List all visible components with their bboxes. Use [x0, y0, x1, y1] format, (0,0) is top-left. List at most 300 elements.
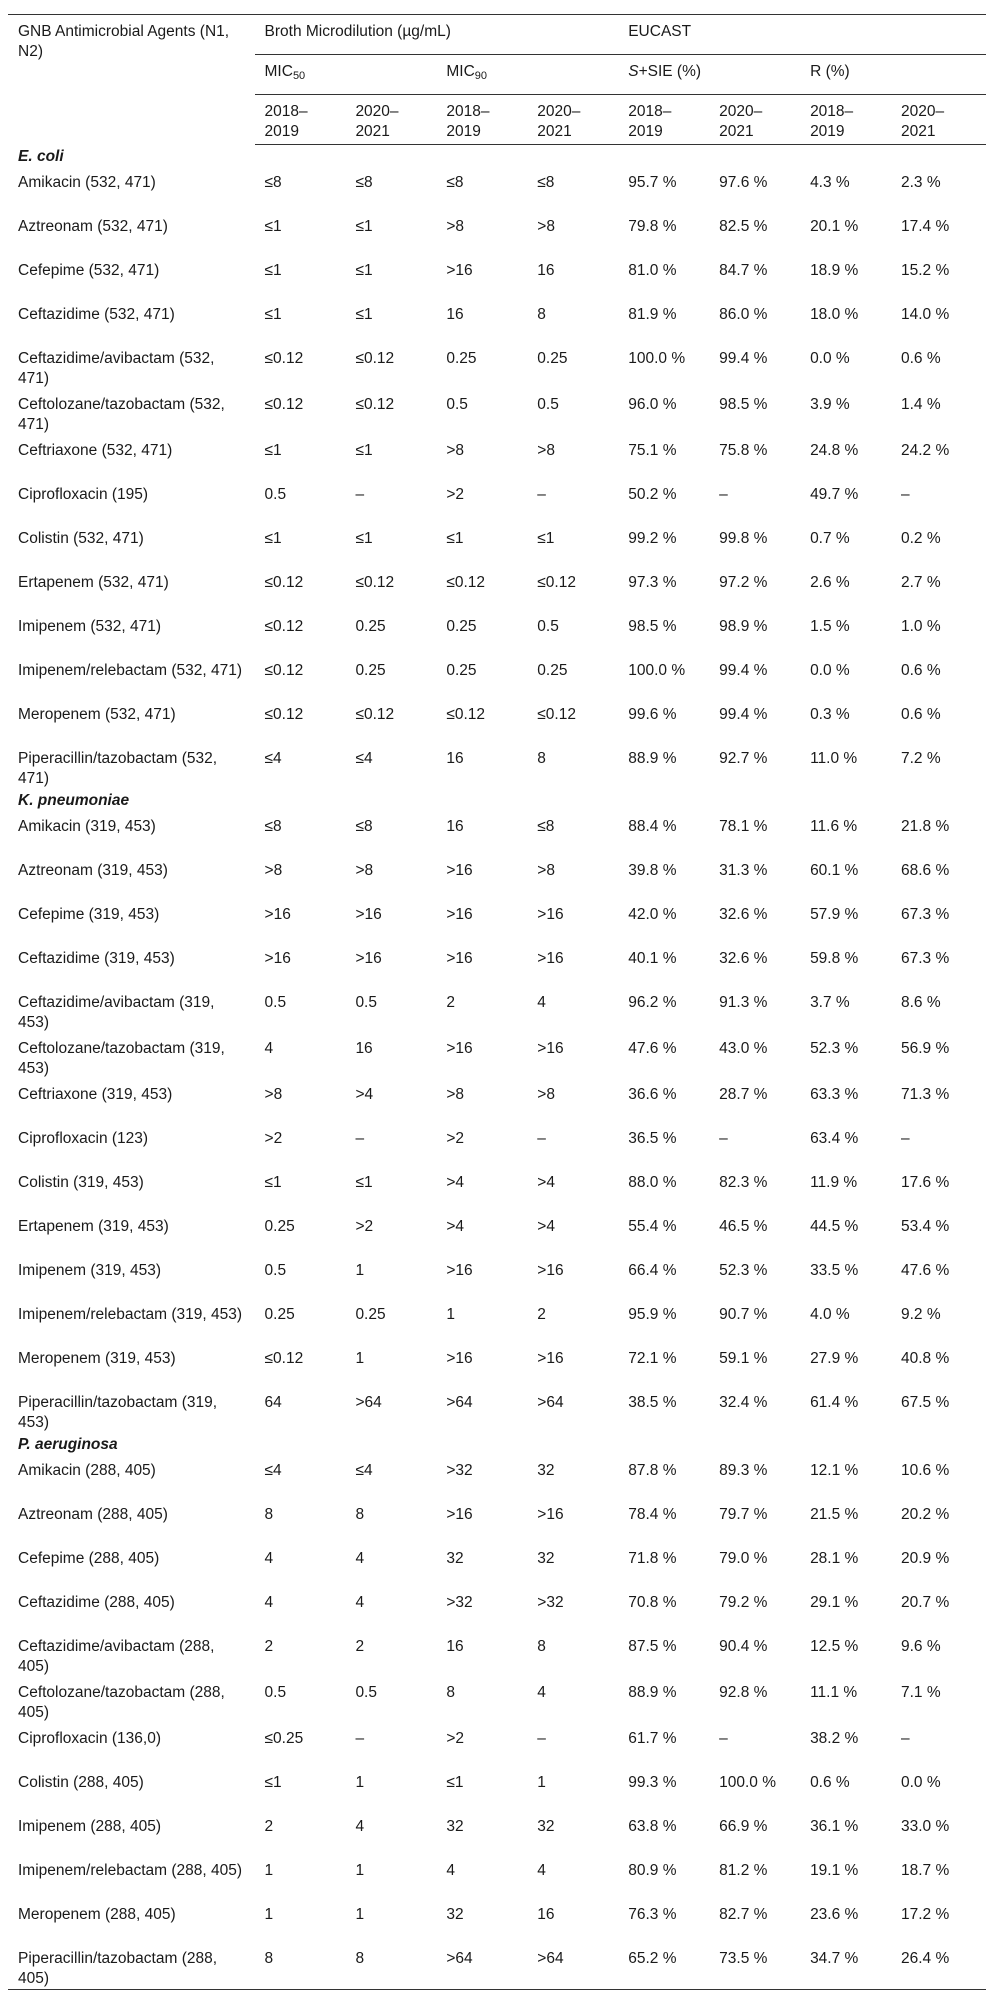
- value-cell: 3.7 %: [810, 994, 850, 1011]
- value-cell: 8.6 %: [900, 994, 941, 1011]
- agent-name-cell: Ceftazidime/avibactam (319, 453): [18, 994, 215, 1031]
- value-cell: >16: [537, 906, 564, 923]
- value-cell: 9.2 %: [900, 1306, 941, 1323]
- value-cell: 97.6 %: [719, 174, 768, 191]
- value-cell: 32: [537, 1550, 555, 1567]
- value-cell: 86.0 %: [719, 306, 768, 323]
- value-cell: 90.7 %: [719, 1306, 768, 1323]
- value-cell: >16: [446, 950, 473, 967]
- value-cell: 26.4 %: [891, 1943, 986, 1990]
- value-cell: 99.4 %: [719, 662, 768, 679]
- value-cell: 38.5 %: [628, 1394, 677, 1411]
- value-cell: 56.9 %: [900, 1040, 950, 1057]
- value-cell: 32: [537, 1462, 555, 1479]
- value-cell: 4: [264, 1594, 274, 1611]
- value-cell: 63.3 %: [810, 1086, 859, 1103]
- value-cell: 63.4 %: [810, 1130, 859, 1147]
- value-cell: >8: [446, 1086, 465, 1103]
- value-cell: –: [900, 486, 910, 503]
- value-cell: 17.2 %: [900, 1906, 950, 1923]
- value-cell: 79.7 %: [719, 1506, 768, 1523]
- value-cell: 2: [537, 1306, 546, 1323]
- value-cell: >16: [446, 906, 473, 923]
- agent-name-cell: Meropenem (319, 453): [18, 1350, 176, 1367]
- value-cell: ≤1: [355, 262, 373, 279]
- value-cell: 55.4 %: [628, 1218, 677, 1235]
- value-cell: >16: [264, 950, 291, 967]
- table-row: [8, 567, 986, 611]
- mic90-header: $MIC_{90}$: [436, 55, 618, 95]
- value-cell: 100.0 %: [719, 1774, 777, 1791]
- value-cell: ≤0.12: [264, 1350, 304, 1367]
- value-cell: –: [537, 1730, 546, 1747]
- agent-name-cell: Ertapenem (319, 453): [18, 1218, 169, 1235]
- value-cell: 1: [355, 1262, 365, 1279]
- value-cell: >16: [264, 906, 291, 923]
- agent-name-cell: Ceftriaxone (532, 471): [18, 442, 173, 459]
- value-cell: ≤1: [355, 442, 373, 459]
- value-cell: 2.7 %: [900, 574, 941, 591]
- value-cell: 72.1 %: [628, 1350, 677, 1367]
- table-header: [8, 15, 986, 145]
- value-cell: ≤1: [355, 306, 373, 323]
- value-cell: 0.5: [446, 396, 468, 413]
- value-cell: –: [537, 486, 546, 503]
- table-body: [8, 145, 986, 1990]
- value-cell: 18.7 %: [900, 1862, 950, 1879]
- table-row: [8, 167, 986, 211]
- value-cell: ≤0.12: [264, 706, 304, 723]
- value-cell: 67.3 %: [900, 950, 950, 967]
- value-cell: –: [719, 486, 728, 503]
- agent-name-cell: Imipenem/relebactam (532, 471): [18, 662, 243, 679]
- value-cell: 0.0 %: [900, 1774, 941, 1791]
- agent-name-cell: Ceftazidime (319, 453): [18, 950, 175, 967]
- value-cell: 39.8 %: [628, 862, 677, 879]
- agent-name-cell: Amikacin (288, 405): [18, 1462, 156, 1479]
- value-cell: 4: [537, 994, 546, 1011]
- value-cell: ≤8: [355, 174, 373, 191]
- value-cell: 92.7 %: [719, 750, 768, 767]
- value-cell: 11.0 %: [810, 750, 858, 767]
- value-cell: ≤4: [264, 750, 282, 767]
- value-cell: 82.7 %: [719, 1906, 768, 1923]
- value-cell: ≤0.12: [264, 350, 304, 367]
- value-cell: >16: [537, 1040, 564, 1057]
- value-cell: ≤0.12: [355, 396, 395, 413]
- value-cell: >16: [537, 950, 564, 967]
- value-cell: >8: [446, 218, 465, 235]
- agent-name-cell: Ceftolozane/tazobactam (288, 405): [18, 1684, 225, 1721]
- value-cell: 1.4 %: [900, 396, 941, 413]
- table-row: [8, 987, 986, 1033]
- value-cell: 4.0 %: [810, 1306, 850, 1323]
- value-cell: 8: [345, 1943, 436, 1990]
- value-cell: 20.7 %: [900, 1594, 950, 1611]
- agent-name-cell: Ceftazidime (288, 405): [18, 1594, 175, 1611]
- value-cell: 32: [537, 1818, 555, 1835]
- value-cell: 21.5 %: [810, 1506, 859, 1523]
- value-cell: 0.5: [537, 396, 559, 413]
- value-cell: ≤0.12: [264, 618, 304, 635]
- value-cell: 98.9 %: [719, 618, 768, 635]
- value-cell: 4.3 %: [810, 174, 850, 191]
- agent-name-cell: Amikacin (532, 471): [18, 174, 156, 191]
- value-cell: >16: [537, 1350, 564, 1367]
- agent-name-cell: Amikacin (319, 453): [18, 818, 156, 835]
- value-cell: ≤1: [446, 530, 464, 547]
- agent-name-cell: Cefepime (288, 405): [18, 1550, 160, 1567]
- value-cell: >2: [355, 1218, 374, 1235]
- value-cell: 16: [537, 262, 555, 279]
- value-cell: 99.4 %: [719, 350, 768, 367]
- value-cell: ≤8: [264, 174, 282, 191]
- agent-name-cell: Colistin (288, 405): [18, 1774, 144, 1791]
- value-cell: 1.5 %: [810, 618, 850, 635]
- value-cell: 8: [264, 1506, 274, 1523]
- table-row: [8, 523, 986, 567]
- organism-group-row: [8, 1433, 986, 1455]
- table-row: [8, 1899, 986, 1943]
- value-cell: 61.4 %: [810, 1394, 859, 1411]
- value-cell: 4: [355, 1818, 365, 1835]
- value-cell: >2: [264, 1130, 283, 1147]
- value-cell: ≤0.12: [446, 706, 486, 723]
- value-cell: 7.2 %: [900, 750, 941, 767]
- value-cell: 16: [355, 1040, 373, 1057]
- value-cell: >16: [446, 1262, 473, 1279]
- value-cell: ≤0.12: [355, 574, 395, 591]
- value-cell: >4: [446, 1174, 465, 1191]
- table-row: [8, 435, 986, 479]
- value-cell: ≤1: [446, 1774, 464, 1791]
- value-cell: 4: [537, 1684, 546, 1701]
- value-cell: 70.8 %: [628, 1594, 677, 1611]
- table-row: [8, 811, 986, 855]
- value-cell: 91.3 %: [719, 994, 768, 1011]
- table-row: [8, 1123, 986, 1167]
- agent-name-cell: Meropenem (532, 471): [18, 706, 176, 723]
- value-cell: 88.4 %: [628, 818, 677, 835]
- value-cell: 8: [446, 1684, 455, 1701]
- table-row: [8, 1723, 986, 1767]
- value-cell: 0.25: [264, 1218, 295, 1235]
- value-cell: 90.4 %: [719, 1638, 768, 1655]
- organism-group-row: [8, 789, 986, 811]
- value-cell: >2: [446, 486, 465, 503]
- organism-name: E. coli: [18, 148, 64, 165]
- value-cell: 88.9 %: [628, 1684, 677, 1701]
- table-row: [8, 611, 986, 655]
- value-cell: 82.3 %: [719, 1174, 768, 1191]
- value-cell: 66.9 %: [719, 1818, 768, 1835]
- table-row: [8, 699, 986, 743]
- value-cell: 87.8 %: [628, 1462, 677, 1479]
- value-cell: >8: [264, 1086, 283, 1103]
- value-cell: 60.1 %: [810, 862, 859, 879]
- value-cell: 0.6 %: [900, 350, 941, 367]
- value-cell: 66.4 %: [628, 1262, 677, 1279]
- value-cell: >16: [355, 906, 382, 923]
- value-cell: –: [900, 1130, 910, 1147]
- value-cell: 31.3 %: [719, 862, 768, 879]
- table-row: [8, 1677, 986, 1723]
- agent-name-cell: Imipenem/relebactam (319, 453): [18, 1306, 243, 1323]
- value-cell: 80.9 %: [628, 1862, 677, 1879]
- value-cell: 40.8 %: [900, 1350, 950, 1367]
- table-row: [8, 899, 986, 943]
- value-cell: 0.25: [446, 662, 477, 679]
- value-cell: 34.7 %: [800, 1943, 891, 1990]
- value-cell: ≤4: [355, 1462, 373, 1479]
- value-cell: 0.25: [537, 662, 568, 679]
- value-cell: 38.2 %: [810, 1730, 859, 1747]
- value-cell: 32: [446, 1550, 464, 1567]
- value-cell: 0.6 %: [900, 662, 941, 679]
- value-cell: 1: [446, 1306, 455, 1323]
- value-cell: ≤1: [355, 530, 373, 547]
- period-header: 2020–2021: [527, 95, 618, 145]
- value-cell: 11.9 %: [810, 1174, 858, 1191]
- value-cell: ≤1: [537, 530, 555, 547]
- value-cell: 0.25: [537, 350, 568, 367]
- value-cell: 79.0 %: [719, 1550, 768, 1567]
- value-cell: 81.9 %: [628, 306, 677, 323]
- value-cell: 97.3 %: [628, 574, 677, 591]
- value-cell: 0.5: [537, 618, 559, 635]
- value-cell: >4: [355, 1086, 374, 1103]
- value-cell: 76.3 %: [628, 1906, 677, 1923]
- value-cell: >8: [537, 218, 555, 235]
- value-cell: ≤8: [446, 174, 464, 191]
- value-cell: –: [355, 1730, 365, 1747]
- value-cell: 32.6 %: [719, 950, 768, 967]
- value-cell: ≤0.12: [537, 706, 576, 723]
- value-cell: ≤1: [264, 1174, 282, 1191]
- value-cell: 2: [446, 994, 455, 1011]
- value-cell: >64: [436, 1943, 527, 1990]
- table-row: [8, 479, 986, 523]
- organism-name: K. pneumoniae: [18, 792, 130, 809]
- table-row: [8, 299, 986, 343]
- agent-name-cell: Colistin (532, 471): [18, 530, 144, 547]
- value-cell: 4: [537, 1862, 546, 1879]
- value-cell: 20.2 %: [900, 1506, 950, 1523]
- value-cell: 73.5 %: [709, 1943, 800, 1990]
- value-cell: 0.6 %: [900, 706, 941, 723]
- value-cell: >16: [446, 1506, 473, 1523]
- value-cell: >64: [446, 1394, 473, 1411]
- value-cell: 27.9 %: [810, 1350, 859, 1367]
- value-cell: 57.9 %: [810, 906, 859, 923]
- value-cell: 12.1 %: [810, 1462, 859, 1479]
- value-cell: ≤0.12: [537, 574, 576, 591]
- value-cell: ≤0.12: [355, 706, 395, 723]
- value-cell: 21.8 %: [900, 818, 950, 835]
- value-cell: 96.0 %: [628, 396, 677, 413]
- value-cell: 1: [537, 1774, 546, 1791]
- value-cell: 0.25: [355, 618, 386, 635]
- value-cell: 18.0 %: [810, 306, 859, 323]
- agent-name-cell: Ciprofloxacin (195): [18, 486, 149, 503]
- value-cell: 8: [355, 1506, 365, 1523]
- value-cell: –: [355, 1130, 365, 1147]
- value-cell: 87.5 %: [628, 1638, 677, 1655]
- agent-name-cell: Ceftriaxone (319, 453): [18, 1086, 173, 1103]
- table-row: [8, 1299, 986, 1343]
- table-row: [8, 1033, 986, 1079]
- broth-microdilution-header: Broth Microdilution (µg/mL): [255, 15, 619, 55]
- value-cell: 24.2 %: [900, 442, 950, 459]
- agent-name-cell: Ceftolozane/tazobactam (319, 453): [18, 1040, 225, 1077]
- agent-name-cell: Ciprofloxacin (123): [18, 1130, 149, 1147]
- value-cell: 3.9 %: [810, 396, 850, 413]
- value-cell: ≤8: [537, 818, 555, 835]
- value-cell: ≤4: [355, 750, 373, 767]
- value-cell: 28.1 %: [810, 1550, 859, 1567]
- value-cell: >8: [537, 442, 555, 459]
- susceptibility-table: [8, 14, 986, 1990]
- value-cell: 14.0 %: [900, 306, 950, 323]
- period-header: 2018–2019: [255, 95, 346, 145]
- table-row: [8, 1767, 986, 1811]
- value-cell: >4: [537, 1174, 555, 1191]
- value-cell: >8: [446, 442, 465, 459]
- value-cell: ≤1: [264, 218, 282, 235]
- table-row: [8, 1343, 986, 1387]
- value-cell: 28.7 %: [719, 1086, 768, 1103]
- value-cell: 43.0 %: [719, 1040, 768, 1057]
- agent-name-cell: Aztreonam (532, 471): [18, 218, 168, 235]
- value-cell: 0.0 %: [810, 350, 850, 367]
- value-cell: 32: [446, 1906, 464, 1923]
- agent-name-cell: Aztreonam (319, 453): [18, 862, 168, 879]
- value-cell: ≤0.12: [264, 396, 304, 413]
- value-cell: 1: [264, 1906, 274, 1923]
- agent-name-cell: Ceftazidime/avibactam (532, 471): [18, 350, 215, 387]
- value-cell: 96.2 %: [628, 994, 677, 1011]
- value-cell: 44.5 %: [810, 1218, 859, 1235]
- value-cell: 0.6 %: [810, 1774, 850, 1791]
- value-cell: 1: [355, 1906, 365, 1923]
- value-cell: 67.3 %: [900, 906, 950, 923]
- value-cell: >64: [537, 1394, 564, 1411]
- value-cell: 20.9 %: [900, 1550, 950, 1567]
- period-header: 2020–2021: [709, 95, 800, 145]
- value-cell: 92.8 %: [719, 1684, 768, 1701]
- value-cell: >2: [446, 1130, 465, 1147]
- table-row: [8, 1167, 986, 1211]
- value-cell: 32.6 %: [719, 906, 768, 923]
- agent-name-cell: Ciprofloxacin (136,0): [18, 1730, 162, 1747]
- agent-name-cell: Imipenem/relebactam (288, 405): [18, 1862, 243, 1879]
- mic50-header: $MIC_{50}$: [255, 55, 437, 95]
- agent-name-cell: Piperacillin/tazobactam (532, 471): [18, 750, 218, 787]
- agent-name-cell: Imipenem (532, 471): [18, 618, 162, 635]
- table-row: [8, 343, 986, 389]
- value-cell: 84.7 %: [719, 262, 768, 279]
- value-cell: 33.5 %: [810, 1262, 859, 1279]
- table-row: [8, 1255, 986, 1299]
- value-cell: ≤1: [264, 262, 282, 279]
- table-row: [8, 743, 986, 789]
- value-cell: >8: [264, 862, 283, 879]
- value-cell: >8: [537, 862, 555, 879]
- value-cell: 99.8 %: [719, 530, 768, 547]
- value-cell: >2: [446, 1730, 465, 1747]
- value-cell: 20.1 %: [810, 218, 859, 235]
- eucast-header: EUCAST: [618, 15, 986, 55]
- agent-name-cell: Imipenem (319, 453): [18, 1262, 162, 1279]
- value-cell: –: [537, 1130, 546, 1147]
- value-cell: –: [719, 1730, 728, 1747]
- value-cell: ≤1: [355, 218, 373, 235]
- value-cell: 11.1 %: [810, 1684, 858, 1701]
- table-row: [8, 943, 986, 987]
- value-cell: 67.5 %: [900, 1394, 950, 1411]
- value-cell: 0.7 %: [810, 530, 850, 547]
- value-cell: >16: [446, 262, 473, 279]
- table-row: [8, 1543, 986, 1587]
- value-cell: 1: [355, 1774, 365, 1791]
- value-cell: 8: [537, 750, 546, 767]
- value-cell: ≤4: [264, 1462, 282, 1479]
- table-row: [8, 211, 986, 255]
- agent-name-cell: Ceftolozane/tazobactam (532, 471): [18, 396, 225, 433]
- value-cell: ≤1: [264, 306, 282, 323]
- agent-name-cell: Piperacillin/tazobactam (319, 453): [18, 1394, 218, 1431]
- value-cell: ≤1: [264, 442, 282, 459]
- value-cell: 98.5 %: [719, 396, 768, 413]
- table-row: [8, 855, 986, 899]
- value-cell: 2: [264, 1638, 274, 1655]
- value-cell: 59.1 %: [719, 1350, 768, 1367]
- value-cell: 2.3 %: [900, 174, 941, 191]
- value-cell: 10.6 %: [900, 1462, 950, 1479]
- value-cell: 36.6 %: [628, 1086, 677, 1103]
- value-cell: 0.25: [264, 1306, 295, 1323]
- value-cell: 16: [446, 306, 464, 323]
- value-cell: ≤1: [264, 530, 282, 547]
- table-row: [8, 1455, 986, 1499]
- value-cell: 75.8 %: [719, 442, 768, 459]
- value-cell: 61.7 %: [628, 1730, 677, 1747]
- value-cell: >16: [537, 1506, 564, 1523]
- value-cell: ≤0.12: [264, 662, 304, 679]
- agent-name-cell: Ceftazidime/avibactam (288, 405): [18, 1638, 215, 1675]
- value-cell: 100.0 %: [628, 662, 686, 679]
- value-cell: 1: [355, 1350, 365, 1367]
- period-header: 2020–2021: [345, 95, 436, 145]
- value-cell: 8: [255, 1943, 346, 1990]
- value-cell: 0.25: [355, 1306, 386, 1323]
- value-cell: 89.3 %: [719, 1462, 768, 1479]
- value-cell: 0.5: [264, 994, 287, 1011]
- value-cell: 29.1 %: [810, 1594, 859, 1611]
- value-cell: 65.2 %: [618, 1943, 709, 1990]
- value-cell: 32: [446, 1818, 464, 1835]
- value-cell: 32.4 %: [719, 1394, 768, 1411]
- value-cell: 82.5 %: [719, 218, 768, 235]
- value-cell: 17.6 %: [900, 1174, 950, 1191]
- value-cell: 75.1 %: [628, 442, 677, 459]
- value-cell: ≤0.12: [355, 350, 395, 367]
- value-cell: 79.8 %: [628, 218, 677, 235]
- value-cell: 17.4 %: [900, 218, 950, 235]
- value-cell: 36.5 %: [628, 1130, 677, 1147]
- value-cell: 4: [446, 1862, 455, 1879]
- value-cell: 47.6 %: [628, 1040, 677, 1057]
